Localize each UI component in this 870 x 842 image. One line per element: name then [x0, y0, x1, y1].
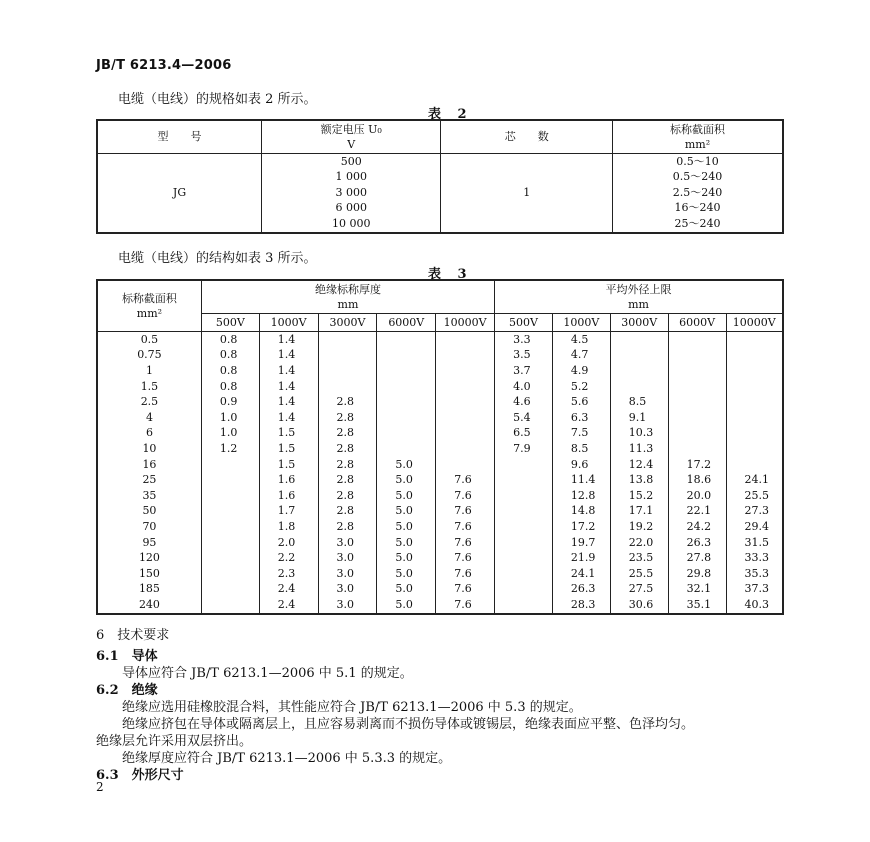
t3-insulation-cell: 2.8	[318, 441, 377, 457]
t3-insulation-cell	[201, 535, 259, 551]
table-row	[97, 348, 783, 364]
t3-insulation-cell	[201, 504, 259, 520]
section-6-2-heading: 6.2 绝缘	[96, 683, 158, 698]
t3-insulation-cell	[201, 597, 259, 614]
t3-diameter-cell	[668, 394, 726, 410]
t3-insulation-cell: 1.5	[259, 426, 318, 442]
t3-insulation-cell	[436, 332, 495, 348]
t3-area-cell: 4	[97, 410, 201, 426]
t3-diameter-cell	[495, 488, 553, 504]
t3-diameter-cell: 24.1	[726, 472, 783, 488]
section-6-2-p2: 绝缘应挤包在导体或隔离层上，且应容易剥离而不损伤导体或镀锡层，绝缘表面应平整、色泽均匀。	[122, 717, 695, 732]
t3-diameter-cell: 35.3	[726, 566, 783, 582]
t3-diameter-cell: 31.5	[726, 535, 783, 551]
t2-header-voltage: 额定电压 U₀ V	[262, 120, 441, 154]
t3-area-cell: 70	[97, 519, 201, 535]
t2-header-model: 型 号	[97, 120, 262, 154]
t3-diameter-cell: 35.1	[668, 597, 726, 614]
t3-diameter-cell: 10.3	[610, 426, 668, 442]
t3-diameter-cell: 7.5	[552, 426, 610, 442]
t3-insulation-cell	[436, 441, 495, 457]
t3-diameter-cell: 6.3	[552, 410, 610, 426]
t3-diameter-cell: 17.2	[552, 519, 610, 535]
t3-insulation-cell	[377, 379, 436, 395]
t3-diameter-cell: 22.1	[668, 504, 726, 520]
t3-diameter-cell	[495, 457, 553, 473]
t3-insulation-cell	[436, 410, 495, 426]
t2-voltage: 1 000	[262, 170, 441, 186]
t3-diameter-cell: 29.8	[668, 566, 726, 582]
table-row	[97, 410, 783, 426]
t3-insulation-cell	[201, 582, 259, 598]
t3-insulation-cell: 1.2	[201, 441, 259, 457]
t3-insulation-cell	[318, 363, 377, 379]
table-row	[97, 441, 783, 457]
t3-diameter-cell: 18.6	[668, 472, 726, 488]
t3-diameter-cell	[668, 410, 726, 426]
table3-intro: 电缆（电线）的结构如表 3 所示。	[118, 251, 317, 266]
t3-insulation-cell	[377, 410, 436, 426]
t3-volt-header-insulation: 3000V	[318, 314, 377, 332]
t3-insulation-cell: 1.5	[259, 457, 318, 473]
t2-cores-cell: 1	[441, 154, 613, 233]
t3-insulation-cell	[377, 332, 436, 348]
section-6-2-p1: 绝缘应选用硅橡胶混合料，其性能应符合 JB/T 6213.1—2006 中 5.3 的规定。	[122, 700, 582, 715]
t3-insulation-cell	[201, 519, 259, 535]
t3-insulation-cell: 1.5	[259, 441, 318, 457]
t3-insulation-cell	[436, 394, 495, 410]
t3-area-cell: 2.5	[97, 394, 201, 410]
t3-insulation-cell: 2.8	[318, 394, 377, 410]
t3-diameter-cell	[726, 426, 783, 442]
t3-insulation-cell: 1.4	[259, 394, 318, 410]
table-row	[97, 394, 783, 410]
t3-diameter-cell: 32.1	[668, 582, 726, 598]
t3-diameter-cell: 19.2	[610, 519, 668, 535]
t3-volt-header-insulation: 10000V	[436, 314, 495, 332]
t3-diameter-cell: 12.8	[552, 488, 610, 504]
t3-diameter-cell	[610, 363, 668, 379]
t3-insulation-cell	[377, 426, 436, 442]
t3-volt-header-diameter: 3000V	[610, 314, 668, 332]
t3-insulation-cell: 5.0	[377, 597, 436, 614]
t3-diameter-cell	[610, 332, 668, 348]
section-6-2-p3: 绝缘厚度应符合 JB/T 6213.1—2006 中 5.3.3 的规定。	[122, 751, 452, 766]
t3-insulation-cell: 0.8	[201, 363, 259, 379]
t3-insulation-cell: 7.6	[436, 472, 495, 488]
t3-insulation-cell: 5.0	[377, 519, 436, 535]
section-6-heading: 6 技术要求	[96, 628, 170, 643]
t3-insulation-cell	[201, 472, 259, 488]
t3-insulation-cell	[436, 363, 495, 379]
t2-area: 0.5～10	[612, 154, 783, 170]
t3-diameter-cell: 25.5	[726, 488, 783, 504]
t3-volt-header-diameter: 6000V	[668, 314, 726, 332]
t3-insulation-cell: 1.7	[259, 504, 318, 520]
t3-insulation-cell: 7.6	[436, 566, 495, 582]
t2-voltage: 10 000	[262, 216, 441, 233]
t3-insulation-cell: 1.4	[259, 410, 318, 426]
section-6-3-heading: 6.3 外形尺寸	[96, 768, 184, 783]
t3-insulation-cell: 0.8	[201, 348, 259, 364]
t3-diameter-cell	[726, 379, 783, 395]
t2-area: 16～240	[612, 201, 783, 217]
t3-insulation-cell: 7.6	[436, 597, 495, 614]
t2-voltage: 3 000	[262, 185, 441, 201]
t3-insulation-cell: 7.6	[436, 582, 495, 598]
t3-insulation-cell: 3.0	[318, 535, 377, 551]
t3-diameter-cell: 7.9	[495, 441, 553, 457]
t3-insulation-cell: 3.0	[318, 566, 377, 582]
t3-diameter-cell: 28.3	[552, 597, 610, 614]
t3-diameter-cell	[726, 394, 783, 410]
t3-diameter-cell	[668, 441, 726, 457]
t3-diameter-cell: 27.8	[668, 550, 726, 566]
t3-diameter-cell	[495, 519, 553, 535]
t3-insulation-cell: 1.4	[259, 379, 318, 395]
table-row	[97, 426, 783, 442]
table-row	[97, 332, 783, 348]
t3-insulation-cell: 3.0	[318, 597, 377, 614]
t3-area-cell: 0.5	[97, 332, 201, 348]
t3-diameter-cell: 26.3	[668, 535, 726, 551]
t2-voltage: 6 000	[262, 201, 441, 217]
t3-insulation-cell: 1.6	[259, 488, 318, 504]
t3-diameter-cell	[726, 441, 783, 457]
t3-diameter-cell: 25.5	[610, 566, 668, 582]
t3-insulation-cell: 5.0	[377, 550, 436, 566]
t3-insulation-cell: 7.6	[436, 504, 495, 520]
t3-diameter-cell	[668, 348, 726, 364]
t3-insulation-cell	[436, 348, 495, 364]
t3-insulation-cell: 2.8	[318, 519, 377, 535]
t3-area-cell: 1	[97, 363, 201, 379]
t3-diameter-cell: 3.3	[495, 332, 553, 348]
table-row	[97, 535, 783, 551]
table-row	[97, 550, 783, 566]
t3-diameter-cell: 17.1	[610, 504, 668, 520]
t3-insulation-cell: 2.8	[318, 426, 377, 442]
t3-insulation-cell	[318, 348, 377, 364]
t3-insulation-cell: 1.4	[259, 348, 318, 364]
t3-diameter-cell: 4.5	[552, 332, 610, 348]
t3-diameter-cell	[668, 426, 726, 442]
t3-diameter-cell: 24.2	[668, 519, 726, 535]
t3-diameter-cell: 4.7	[552, 348, 610, 364]
table-row	[97, 582, 783, 598]
t3-diameter-cell	[668, 363, 726, 379]
t3-insulation-cell	[201, 566, 259, 582]
t3-diameter-cell	[726, 348, 783, 364]
table-row	[97, 472, 783, 488]
section-6-1-text: 导体应符合 JB/T 6213.1—2006 中 5.1 的规定。	[122, 666, 413, 681]
t3-diameter-cell: 5.6	[552, 394, 610, 410]
t3-diameter-cell: 22.0	[610, 535, 668, 551]
t3-insulation-cell	[377, 348, 436, 364]
t3-insulation-cell	[318, 332, 377, 348]
t3-insulation-cell: 1.8	[259, 519, 318, 535]
t3-area-cell: 25	[97, 472, 201, 488]
t3-diameter-cell: 6.5	[495, 426, 553, 442]
t3-insulation-cell	[436, 426, 495, 442]
t3-diameter-cell: 37.3	[726, 582, 783, 598]
t3-header-diameter: 平均外径上限 mm	[495, 280, 783, 314]
t3-diameter-cell	[668, 379, 726, 395]
t3-diameter-cell: 8.5	[552, 441, 610, 457]
t3-diameter-cell: 30.6	[610, 597, 668, 614]
t3-diameter-cell: 9.1	[610, 410, 668, 426]
table3-caption: 表 3	[428, 267, 473, 282]
t3-insulation-cell: 2.3	[259, 566, 318, 582]
t3-diameter-cell: 8.5	[610, 394, 668, 410]
t3-diameter-cell: 27.3	[726, 504, 783, 520]
t3-diameter-cell	[495, 582, 553, 598]
t3-area-cell: 10	[97, 441, 201, 457]
t3-insulation-cell: 2.8	[318, 504, 377, 520]
t3-volt-header-diameter: 500V	[495, 314, 553, 332]
t3-volt-header-diameter: 1000V	[552, 314, 610, 332]
t2-model-cell: JG	[97, 154, 262, 233]
t3-diameter-cell: 3.7	[495, 363, 553, 379]
t3-insulation-cell: 2.4	[259, 582, 318, 598]
table2-caption: 表 2	[428, 107, 473, 122]
t3-insulation-cell: 1.0	[201, 426, 259, 442]
t3-area-cell: 6	[97, 426, 201, 442]
t3-volt-header-diameter: 10000V	[726, 314, 783, 332]
t3-diameter-cell: 40.3	[726, 597, 783, 614]
table2-intro: 电缆（电线）的规格如表 2 所示。	[118, 92, 317, 107]
t3-insulation-cell: 2.2	[259, 550, 318, 566]
t3-insulation-cell: 2.8	[318, 488, 377, 504]
t3-diameter-cell	[726, 332, 783, 348]
table3	[96, 279, 784, 615]
t2-header-area: 标称截面积 mm²	[612, 120, 783, 154]
t3-insulation-cell: 5.0	[377, 457, 436, 473]
t3-area-cell: 35	[97, 488, 201, 504]
t3-area-cell: 1.5	[97, 379, 201, 395]
t3-diameter-cell	[495, 535, 553, 551]
table-row	[97, 457, 783, 473]
t3-insulation-cell: 5.0	[377, 488, 436, 504]
t3-insulation-cell	[377, 441, 436, 457]
t3-insulation-cell	[201, 488, 259, 504]
table-row	[97, 379, 783, 395]
t3-diameter-cell: 19.7	[552, 535, 610, 551]
section-6-1-heading: 6.1 导体	[96, 649, 158, 664]
t3-insulation-cell: 7.6	[436, 550, 495, 566]
t3-diameter-cell	[610, 379, 668, 395]
t3-insulation-cell	[201, 457, 259, 473]
t3-diameter-cell: 13.8	[610, 472, 668, 488]
table-row	[97, 597, 783, 614]
t3-insulation-cell: 7.6	[436, 519, 495, 535]
t3-volt-header-insulation: 6000V	[377, 314, 436, 332]
t2-area: 25～240	[612, 216, 783, 233]
t3-diameter-cell: 5.2	[552, 379, 610, 395]
t3-diameter-cell	[726, 457, 783, 473]
t3-diameter-cell: 29.4	[726, 519, 783, 535]
t3-diameter-cell: 20.0	[668, 488, 726, 504]
t3-insulation-cell: 2.0	[259, 535, 318, 551]
t3-diameter-cell	[726, 410, 783, 426]
t3-diameter-cell: 26.3	[552, 582, 610, 598]
t3-area-cell: 120	[97, 550, 201, 566]
t3-diameter-cell: 17.2	[668, 457, 726, 473]
t3-insulation-cell: 1.4	[259, 332, 318, 348]
t3-header-area: 标称截面积 mm²	[97, 280, 201, 332]
t2-area: 0.5～240	[612, 170, 783, 186]
page-number: 2	[96, 780, 104, 794]
t3-insulation-cell: 2.4	[259, 597, 318, 614]
t3-insulation-cell: 0.8	[201, 379, 259, 395]
t3-diameter-cell: 14.8	[552, 504, 610, 520]
t3-area-cell: 185	[97, 582, 201, 598]
t3-insulation-cell: 5.0	[377, 582, 436, 598]
t3-area-cell: 150	[97, 566, 201, 582]
t3-area-cell: 16	[97, 457, 201, 473]
t3-diameter-cell: 27.5	[610, 582, 668, 598]
t3-insulation-cell: 0.9	[201, 394, 259, 410]
t3-area-cell: 240	[97, 597, 201, 614]
t3-insulation-cell	[318, 379, 377, 395]
t2-header-cores: 芯 数	[441, 120, 613, 154]
t3-diameter-cell: 24.1	[552, 566, 610, 582]
table-row	[97, 363, 783, 379]
t3-insulation-cell	[436, 457, 495, 473]
t3-insulation-cell: 2.8	[318, 472, 377, 488]
t3-insulation-cell: 3.0	[318, 582, 377, 598]
t3-diameter-cell: 4.9	[552, 363, 610, 379]
t3-insulation-cell: 1.0	[201, 410, 259, 426]
t3-insulation-cell: 7.6	[436, 535, 495, 551]
t3-insulation-cell: 1.6	[259, 472, 318, 488]
t3-diameter-cell: 11.4	[552, 472, 610, 488]
t3-insulation-cell: 2.8	[318, 457, 377, 473]
t3-insulation-cell: 0.8	[201, 332, 259, 348]
t3-diameter-cell: 4.6	[495, 394, 553, 410]
t3-diameter-cell	[495, 597, 553, 614]
table-row	[97, 566, 783, 582]
t3-insulation-cell: 5.0	[377, 535, 436, 551]
t3-diameter-cell: 33.3	[726, 550, 783, 566]
t3-insulation-cell: 5.0	[377, 472, 436, 488]
t3-diameter-cell	[495, 550, 553, 566]
t2-voltage: 500	[262, 154, 441, 170]
t3-insulation-cell: 3.0	[318, 550, 377, 566]
t3-diameter-cell: 11.3	[610, 441, 668, 457]
t2-area: 2.5～240	[612, 185, 783, 201]
t3-diameter-cell: 5.4	[495, 410, 553, 426]
t3-diameter-cell	[610, 348, 668, 364]
t3-header-insulation: 绝缘标称厚度 mm	[201, 280, 494, 314]
t3-insulation-cell: 5.0	[377, 504, 436, 520]
t3-insulation-cell	[377, 363, 436, 379]
document-id: JB/T 6213.4—2006	[96, 58, 232, 73]
t3-diameter-cell: 21.9	[552, 550, 610, 566]
table-row	[97, 504, 783, 520]
t3-insulation-cell	[201, 550, 259, 566]
t3-diameter-cell	[495, 472, 553, 488]
t3-insulation-cell	[436, 379, 495, 395]
t3-insulation-cell: 2.8	[318, 410, 377, 426]
t3-volt-header-insulation: 1000V	[259, 314, 318, 332]
t3-area-cell: 50	[97, 504, 201, 520]
t3-diameter-cell: 12.4	[610, 457, 668, 473]
table-row	[97, 488, 783, 504]
section-6-2-p2-cont: 绝缘层允许采用双层挤出。	[96, 734, 253, 749]
t3-volt-header-insulation: 500V	[201, 314, 259, 332]
t3-area-cell: 95	[97, 535, 201, 551]
t3-insulation-cell: 1.4	[259, 363, 318, 379]
t3-diameter-cell: 9.6	[552, 457, 610, 473]
t3-diameter-cell: 15.2	[610, 488, 668, 504]
t3-diameter-cell: 23.5	[610, 550, 668, 566]
t3-diameter-cell	[495, 504, 553, 520]
t3-diameter-cell	[726, 363, 783, 379]
table2	[96, 119, 784, 234]
t3-diameter-cell: 3.5	[495, 348, 553, 364]
t3-diameter-cell	[495, 566, 553, 582]
table-row	[97, 519, 783, 535]
t3-diameter-cell: 4.0	[495, 379, 553, 395]
t3-insulation-cell: 5.0	[377, 566, 436, 582]
t3-insulation-cell	[377, 394, 436, 410]
t3-insulation-cell: 7.6	[436, 488, 495, 504]
t3-area-cell: 0.75	[97, 348, 201, 364]
t3-diameter-cell	[668, 332, 726, 348]
